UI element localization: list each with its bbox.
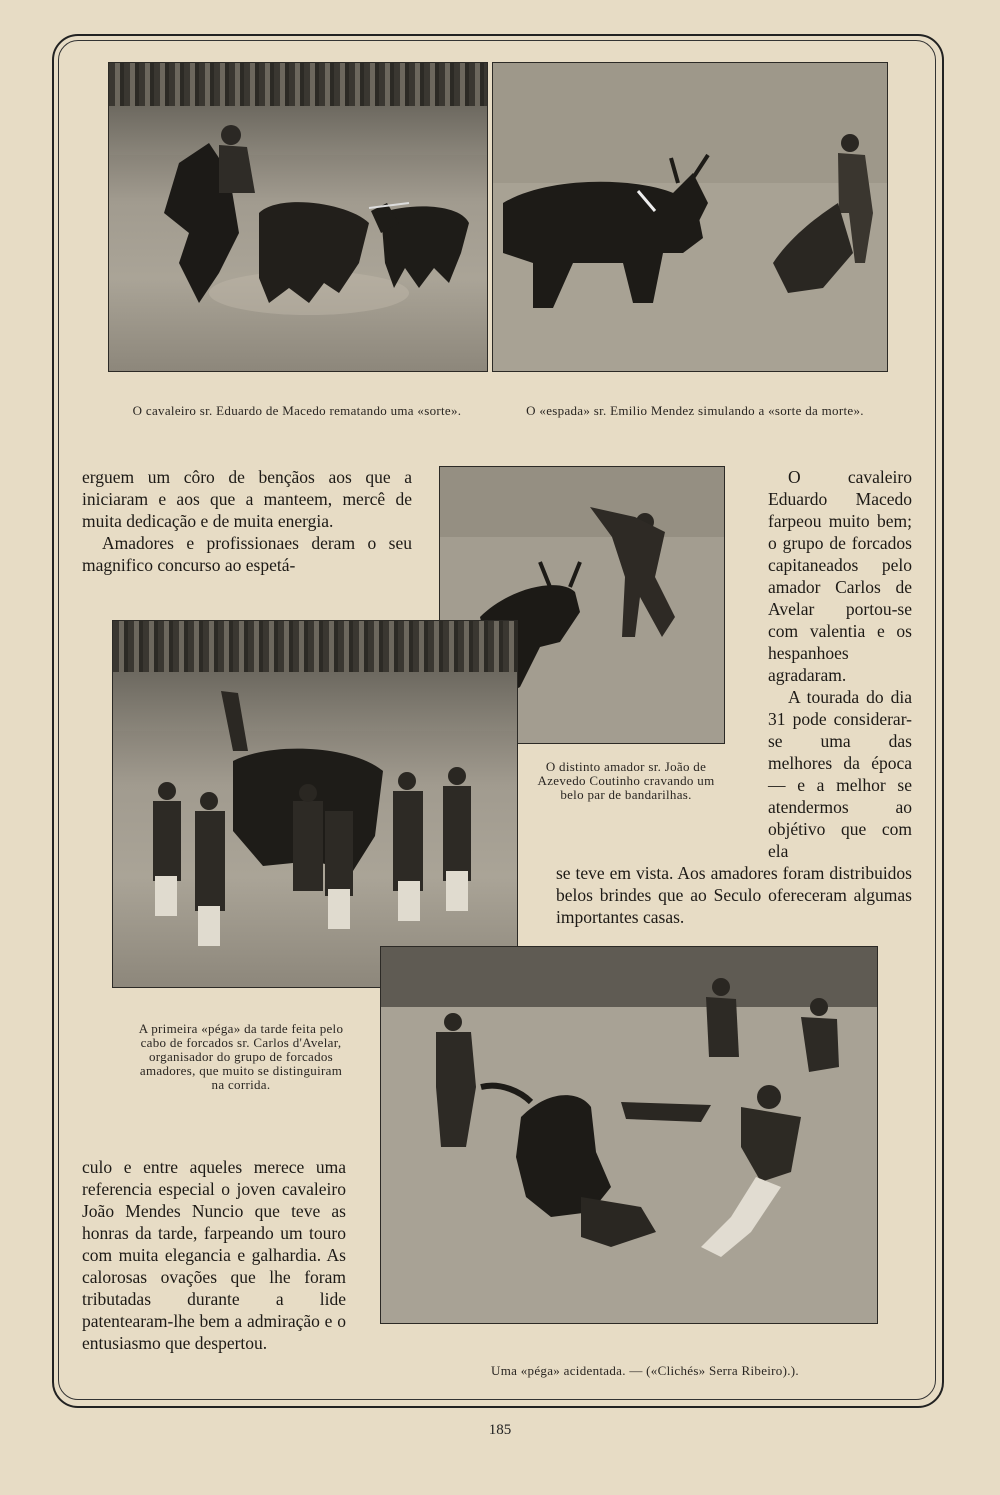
bullfight-illustration — [113, 621, 517, 987]
page-number: 185 — [488, 1422, 512, 1438]
bullfight-illustration — [109, 63, 487, 371]
photo-pega-acidentada — [380, 946, 878, 1324]
paragraph: culo e entre aqueles merece uma referencia especial o joven cavaleiro João Mendes Nuncio que teve as honras da tarde, farpeando um touro com muita elegancia e galhardia. As calorosas ovações que lhe foram tributadas durante a lide patentearam-lhe bem a admiração e o entusiasmo que despertou. — [82, 1157, 346, 1353]
text-left-top — [82, 466, 412, 576]
paragraph: O cavaleiro Eduardo Macedo farpeou muito bem; o grupo de forcados capitaneados pelo amador Carlos de Avelar portou-se com valentia e os hespanhoes agradaram. — [768, 467, 912, 685]
photo-espada — [492, 62, 888, 372]
photo-cavaleiro — [108, 62, 488, 372]
caption-bandarilhas: O distinto amador sr. João de Azevedo Coutinho cravando um belo par de bandarilhas. — [537, 759, 715, 802]
text-right-col — [768, 466, 912, 862]
caption-espada: O «espada» sr. Emilio Mendez simulando a «sorte da morte». — [526, 403, 864, 418]
paragraph: se teve em vista. Aos amadores foram distribuidos belos brindes que ao Seculo ofereceram algumas importantes casas. — [556, 863, 912, 927]
text-left-bottom — [82, 1156, 346, 1354]
text-mid-wide — [556, 862, 912, 928]
caption-primeira-pega: A primeira «péga» da tarde feita pelo cabo de forcados sr. Carlos d'Avelar, organisador do grupo de forcados amadores, que muito se distinguiram na corrida. — [138, 1021, 344, 1092]
photo-primeira-pega — [112, 620, 518, 988]
paragraph: erguem um côro de bençãos aos que a iniciaram e aos que a manteem, mercê de muita dedicação e de muita energia. — [82, 467, 412, 531]
caption-cavaleiro: O cavaleiro sr. Eduardo de Macedo rematando uma «sorte». — [132, 403, 462, 418]
paragraph: A tourada do dia 31 pode considerar-se uma das melhores da época — e a melhor se atendermos ao objétivo que com ela — [768, 687, 912, 861]
bullfight-illustration — [493, 63, 887, 371]
paragraph: Amadores e profissionaes deram o seu magnifico concurso ao espetá- — [82, 533, 412, 575]
bullfight-illustration — [381, 947, 877, 1323]
caption-pega-acidentada: Uma «péga» acidentada. — («Clichés» Serra Ribeiro).). — [491, 1363, 799, 1378]
